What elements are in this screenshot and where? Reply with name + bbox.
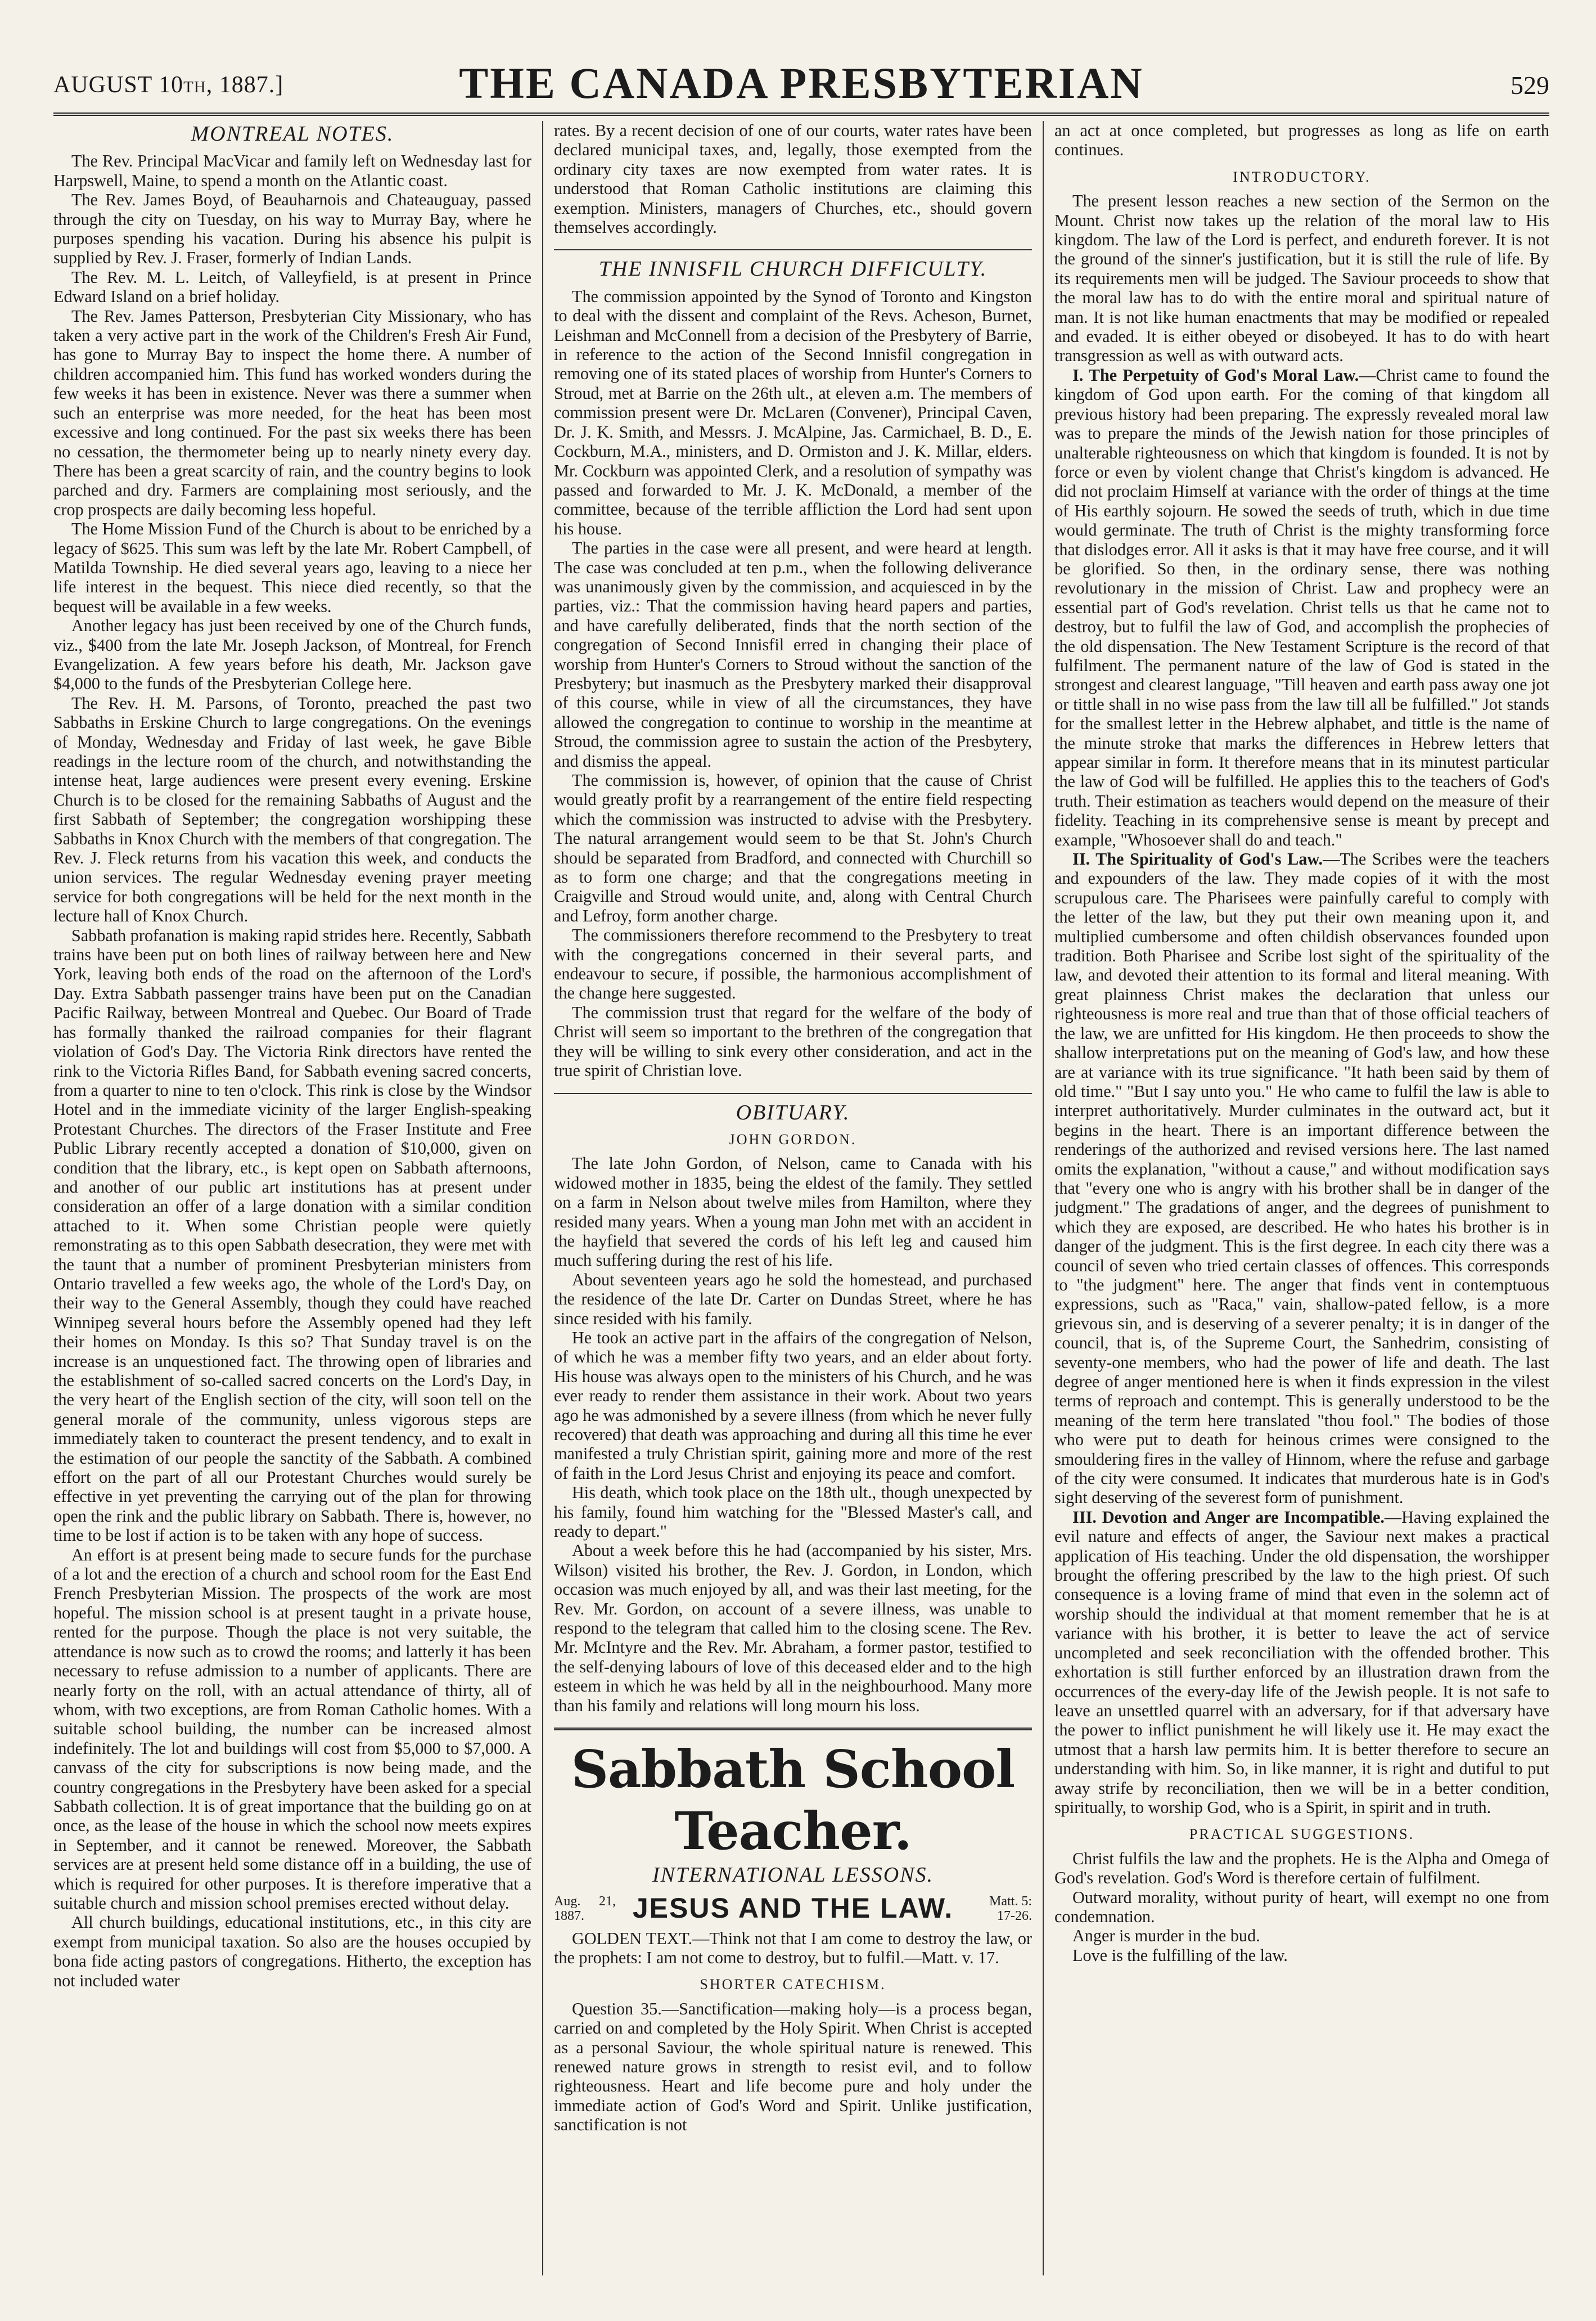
lesson-heading [554, 1894, 1032, 1923]
obituary-name: JOHN GORDON. [729, 1131, 857, 1148]
paragraph: Sabbath profanation is making rapid strides here. Recently, Sabbath trains have been put on both lines of railway between here and New York, leaving both ends of the road on the afternoon of the Lord's Day. Extra Sabbath passenger trains have been put on the Canadian Pacific Railway, between Montreal and Quebec. Our Board of Trade has formally thanked the railroad companies for their flagrant violation of God's Day. The Victoria Rink directors have rented the rink to the Victoria Rifles Band, for Sabbath evening sacred concerts, from a quarter to nine to ten o'clock. This rink is close by the Windsor Hotel and in the immediate vicinity of the larger English-speaking Protestant Churches. The directors of the Fraser Institute and Free Public Library recently accepted a donation of $10,000, given on condition that the library, etc., is kept open on Sabbath afternoons, and another of our public art institutions has at present under consideration an offer of a large donation with a similar condition attached to it. When some Christian people were quietly remonstrating as to this open Sabbath desecration, they were met with the taunt that a number of prominent Presbyterian ministers from Ontario travelled a few weeks ago, the whole of the Lord's Day, on their way to the General Assembly, though they could have reached Winnipeg several hours before the Assembly opened had they left their homes on Monday. Is this so? That Sunday travel is on the increase is an unquestioned fact. The throwing open of libraries and the establishment of so-called sacred concerts on the Lord's Day, in the very heart of the English section of the city, will soon tell on the general morale of the community, unless vigorous steps are immediately taken to counteract the present tendency, and to exalt in the estimation of our people the sanctity of the Sabbath. A combined effort on the part of all our Protestant Churches would surely be effective in yet preventing the carrying out of the plan for throwing open the rink and the public library on Sabbath. There is, however, no time to be lost if action is to be taken with any hope of success. [53, 925, 531, 1545]
paragraph-text: —Having explained the evil nature and effects of anger, the Saviour next makes a practical application of His teaching. Under the old dispensation, the worshipper brought the offering prescribed by the law to the high priest. Of such consequence is a loving frame of mind that even in the solemn act of worship should the individual at that moment remember that he is at variance with his brother, it is better to leave the act of service uncompleted and seek reconciliation with the offended brother. This exhortation is still further enforced by an illustration drawn from the occurrences of the every-day life of the Jewish people. It is not safe to leave an unsettled quarrel with an adversary, for if that adversary have the power to inflict punishment he will likely use it. He may exact the utmost that a harsh law permits him. It is better therefore to secure an understanding with him. So, in like manner, it is right and dutiful to put away strife by reconciliation, then we will be in a better condition, spiritually, to worship God, who is a Spirit, in spirit and in truth. [1054, 1507, 1549, 1817]
catechism-title: SHORTER CATECHISM. [700, 1976, 886, 1993]
paragraph: The commission appointed by the Synod of Toronto and Kingston to deal with the dissent and complaint of the Revs. Acheson, Burnet, Leishman and McConnell from a decision of the Presbytery of Barrie, in reference to the action of the Second Innisfil congregation in removing one of its stated places of worship from Hunter's Corners to Stroud, met at Barrie on the 26th ult., at eleven a.m. The members of commission present were Dr. McLaren (Convener), Principal Caven, Dr. J. K. Smith, and Messrs. J. McAlpine, Jas. Carmichael, B. D., E. Cockburn, M.A., ministers, and D. Ormiston and J. K. Millar, elders. Mr. Cockburn was appointed Clerk, and a resolution of sympathy was passed and forwarded to Mr. J. K. McDonald, a member of the committee, because of the terrible affliction the Lord had sent upon his house. [554, 286, 1032, 538]
paragraph [1054, 366, 1549, 849]
paragraph: Another legacy has just been received by one of the Church funds, viz., $400 from the late Mr. Joseph Jackson, of Montreal, for French Evangelization. A few years before his death, Mr. Jackson gave $4,000 to the funds of the Presbyterian College here. [53, 616, 531, 694]
section-title-obituary: OBITUARY. [736, 1100, 850, 1124]
paragraph: His death, which took place on the 18th ult., though unexpected by his family, found him watching for the "Blessed Master's call, and ready to depart." [554, 1483, 1032, 1541]
section-title-innisfil: THE INNISFIL CHURCH DIFFICULTY. [598, 257, 988, 281]
subheading: II. The Spirituality of God's Law. [1072, 849, 1323, 869]
masthead-title: THE CANADA PRESBYTERIAN [459, 59, 1144, 107]
column-rule [1043, 121, 1044, 2275]
paragraph: Anger is murder in the bud. [1072, 1926, 1260, 1946]
golden-text: GOLDEN TEXT.—Think not that I am come to destroy the law, or the prophets: I am not come to destroy, but to fulfil.—Matt. v. 17. [554, 1928, 1032, 1967]
subheading: III. Devotion and Anger are Incompatible. [1072, 1507, 1385, 1527]
page-header [53, 48, 1549, 116]
paragraph-text: —Christ came to found the kingdom of God upon earth. For the coming of that kingdom all previous history had been preparing. The expressly revealed moral law was to prepare the minds of the Jewish nation for those principles of unalterable righteousness on which that kingdom is founded. It is not by force or even by violent change that Christ's kingdom is advanced. He did not proclaim Himself at variance with the order of things at the time of His earthly sojourn. He sowed the seeds of truth, which in due time would germinate. The truth of Christ is the mighty transforming force that dislodges error. All it asks is that it may have free course, and it will be glorified. So then, in the ordinary sense, there was nothing revolutionary in the mission of Christ. Law and prophecy were an essential part of God's revelation. Christ tells us that he came not to destroy, but to fulfil the law of God, and accomplish the prophecies of the old dispensation. The New Testament Scripture is the record of that fulfilment. The permanent nature of the law of God is stated in the strongest and clearest language, "Till heaven and earth pass away one jot or tittle shall in no wise pass from the law till all be fulfilled." Jot stands for the smallest letter in the Hebrew alphabet, and tittle is the name of the minute stroke that marks the differences in Hebrew letters that appear similar in form. It therefore means that in its minutest particular the law of God will be fulfilled. He applies this to the teachers of God's truth. Their estimation as teachers would depend on the measure of their fidelity. Teaching in its comprehensive sense is meant by precept and example, "Whosoever shall do and teach." [1054, 365, 1549, 849]
column-rule [542, 121, 543, 2275]
introductory-title: INTRODUCTORY. [1233, 168, 1371, 185]
paragraph: rates. By a recent decision of one of our courts, water rates have been declared municipal taxes, and, legally, those exempted from the ordinary city taxes are now exempted from water rates. It is understood that Roman Catholic institutions are claiming this exemption. Ministers, managers of Churches, etc., should govern themselves accordingly. [554, 121, 1032, 237]
paragraph: Question 35.—Sanctification—making holy—is a process began, carried on and completed by the Holy Spirit. When Christ is accepted as a personal Saviour, the whole spiritual nature is renewed. This renewed nature grows in strength to resist evil, and to follow righteousness. Heart and life become pure and holy under the immediate action of God's Word and Spirit. Unlike justification, sanctification is not [554, 1999, 1032, 2135]
paragraph [1054, 849, 1549, 1508]
paragraph: He took an active part in the affairs of the congregation of Nelson, of which he was a member fifty two years, and an elder about forty. His house was always open to the ministers of his Church, and he was ever ready to render them assistance in their work. About two years ago he was admonished by a severe illness (from which he never fully recovered) that death was approaching and during all this time he ever manifested a truly Christian spirit, gaining more and more of the rest of faith in the Lord Jesus Christ and enjoying its peace and comfort. [554, 1328, 1032, 1483]
column-3 [1054, 121, 1549, 2275]
paragraph: Outward morality, without purity of heart, will exempt no one from condemnation. [1054, 1887, 1549, 1926]
department-title: Sabbath School Teacher. [571, 1739, 1015, 1862]
paragraph: The Home Mission Fund of the Church is about to be enriched by a legacy of $625. This sum was left by the late Mr. Robert Campbell, of Matilda Township. He died several years ago, leaving to a niece her life interest in the bequest. This niece died recently, so that the bequest will be available in a few weeks. [53, 519, 531, 616]
paragraph: The commissioners therefore recommend to the Presbytery to treat with the congregations concerned in their several parts, and endeavour to secure, if possible, the harmonious accomplishment of the change here suggested. [554, 925, 1032, 1003]
paragraph: The parties in the case were all present, and were heard at length. The case was concluded at ten p.m., when the following deliverance was unanimously given by the commission, and acquiesced in by the parties, viz.: That the commission having heard papers and parties, and have carefully deliberated, finds that the north section of the congregation of Second Innisfil erred in changing their place of worship from Hunter's Corners to Stroud without the sanction of the Presbytery; but inasmuch as the Presbytery marked their disapproval of this course, while in view of all the circumstances, they have allowed the congregation to continue to worship in the meantime at Stroud, the commission agree to sustain the action of the Presbytery, and dismiss the appeal. [554, 538, 1032, 771]
paragraph: The commission is, however, of opinion that the cause of Christ would greatly profit by a rearrangement of the entire field respecting which the commission was instructed to advise with the Presbytery. The natural arrangement would seem to be that St. John's Church should be separated from Bradford, and connected with Churchill so as to form one charge; and that the congregations meeting in Craigville and Stroud would unite, and, along with Central Church and Lefroy, form another charge. [554, 771, 1032, 925]
paragraph: All church buildings, educational institutions, etc., in this city are exempt from municipal taxation. So also are the houses occupied by bona fide acting pastors of congregations. Hitherto, the exception has not included water [53, 1913, 531, 1990]
issue-date: AUGUST 10th, 1887.] [53, 72, 284, 98]
paragraph: The Rev. James Patterson, Presbyterian City Missionary, who has taken a very active part in the work of the Children's Fresh Air Fund, has gone to Murray Bay to inspect the home there. A number of children accompanied him. This fund has worked wonders during the few weeks it has been in existence. Never was there a summer when such an enterprise was more needed, for the heat has been most excessive and long continued. For the past six weeks there has been no cessation, the thermometer being up to nearly ninety every day. There has been a great scarcity of rain, and the country begins to look parched and dry. Farmers are complaining most seriously, and the crop prospects are daily becoming less hopeful. [53, 306, 531, 519]
lesson-reference: Matt. 5: 17-26. [989, 1893, 1032, 1923]
section-title-international-lessons: INTERNATIONAL LESSONS. [652, 1863, 934, 1887]
lesson-date: Aug. 21, 1887. [554, 1893, 616, 1923]
paragraph: Christ fulfils the law and the prophets. He is the Alpha and Omega of God's revelation. God's Word is therefore certain of fulfilment. [1054, 1848, 1549, 1888]
column-2 [554, 121, 1032, 2275]
lesson-title: JESUS AND THE LAW. [632, 1892, 954, 1924]
paragraph-text: —The Scribes were the teachers and expounders of the law. They made copies of it with the most scrupulous care. The Pharisees were painfully careful to comply with the letter of the law, but they put their own meaning upon it, and multiplied cumbersome and often childish observances founded upon tradition. Both Pharisee and Scribe lost sight of the spirituality of the law, and devoted their attention to its formal and literal meaning. With great plainness Christ makes the declaration that unless our righteousness is more real and true than that of those official teachers of the law, we are unfitted for His kingdom. He then proceeds to show the shallow interpretations put on the meaning of God's law, and how these are at variance with its true significance. "It hath been said by them of old time." "But I say unto you." He who came to fulfil the law is able to interpret authoritatively. Murder culminates in the outward act, but it begins in the heart. There is an important difference between the renderings of the authorized and revised versions here. The last named omits the explanation, "without a cause," and without modification says that "every one who is angry with his brother shall be in danger of the judgment." The gradations of anger, and the degrees of punishment to which they are exposed, are described. He who hates his brother is in danger of the judgment. This is the first degree. In each city there was a council of seven who tried certain classes of offences. This corresponds to "the judgment" here. The anger that finds vent in contemptuous expressions, such as "Raca," vain, shallow-pated fellow, is a more grievous sin, and is deserving of a severer penalty; it is in danger of the council, that is, of the Supreme Court, the Sanhedrim, consisting of seventy-one members, who had the power of life and death. The last degree of anger mentioned here is when it finds expression in the vilest terms of reproach and contempt. This is generally understood to be the meaning of the term here translated "thou fool." The bodies of those who were put to death for heinous crimes were consigned to the smouldering fires in the valley of Hinnom, where the refuse and garbage of the city were consumed. It indicates that murderous hate is in God's sight deserving of the severest form of punishment. [1054, 849, 1549, 1508]
paragraph: An effort is at present being made to secure funds for the purchase of a lot and the erection of a church and school room for the East End French Presbyterian Mission. The prospects of the work are most hopeful. The mission school is at present taught in a private house, rented for the purpose. Though the place is not very suitable, the attendance is now such as to crowd the rooms; and latterly it has been necessary to refuse admission to a number of applicants. There are nearly forty on the roll, with an actual attendance of thirty, all of whom, with two exceptions, are from Roman Catholic homes. With a suitable school building, the number can be increased almost indefinitely. The lot and buildings will cost from $5,000 to $7,000. A canvass of the city for subscriptions is now being made, and the country congregations in the Presbytery have been asked for a special Sabbath collection. It is of great importance that the building go on at once, as the lease of the house in which the school now meets expires in September, and it cannot be renewed. Moreover, the Sabbath services are at present held some distance off in a building, the use of which is required for other purposes. It is therefore imperative that a suitable church and mission school premises erected without delay. [53, 1545, 531, 1913]
paragraph: About seventeen years ago he sold the homestead, and purchased the residence of the late Dr. Carter on Dundas Street, where he has since resided with his family. [554, 1270, 1032, 1328]
paragraph: About a week before this he had (accompanied by his sister, Mrs. Wilson) visited his brother, the Rev. J. Gordon, in London, which occasion was much enjoyed by all, and was their last meeting, for the Rev. Mr. Gordon, on account of a severe illness, was unable to respond to the telegram that called him to the closing scene. The Rev. Mr. McIntyre and the Rev. Mr. Abraham, a former pastor, testified to the self-denying labours of love of this deceased elder and to the high esteem in which he was held by all in the neighbourhood. Many more than his family and relations will long mourn his loss. [554, 1541, 1032, 1715]
paragraph: The Rev. H. M. Parsons, of Toronto, preached the past two Sabbaths in Erskine Church to large congregations. On the evenings of Monday, Wednesday and Friday of last week, he gave Bible readings in the lecture room of the church, and notwithstanding the intense heat, large audiences were present every evening. Erskine Church is to be closed for the remaining Sabbaths of August and the first Sabbath of September; the congregation worshipping these Sabbaths in Knox Church with the members of that congregation. The Rev. J. Fleck returns from his vacation this week, and conducts the union services. The regular Wednesday evening prayer meeting service for both congregations will be held for the next month in the lecture hall of Knox Church. [53, 693, 531, 926]
column-1 [53, 121, 531, 2275]
paragraph [1054, 1508, 1549, 1818]
paragraph: The Rev. James Boyd, of Beauharnois and Chateauguay, passed through the city on Tuesday, on his way to Murray Bay, where he purposes spending his vacation. During his absence his pulpit is supplied by Rev. J. Fraser, formerly of Indian Lands. [53, 190, 531, 268]
section-title-montreal-notes: MONTREAL NOTES. [191, 122, 394, 146]
divider [554, 1093, 1032, 1094]
page-number: 529 [1511, 71, 1549, 100]
subheading: I. The Perpetuity of God's Moral Law. [1072, 365, 1359, 385]
divider [554, 249, 1032, 250]
paragraph: The commission trust that regard for the welfare of the body of Christ will seem so important to the brethren of the congregation that they will be willing to sink every other consideration, and act in the true spirit of Christian love. [554, 1002, 1032, 1081]
practical-suggestions-title: PRACTICAL SUGGESTIONS. [1189, 1826, 1415, 1843]
paragraph: The Rev. Principal MacVicar and family left on Wednesday last for Harpswell, Maine, to spend a month on the Atlantic coast. [53, 151, 531, 190]
divider [554, 1728, 1032, 1730]
paragraph: The present lesson reaches a new section of the Sermon on the Mount. Christ now takes up the relation of the moral law to His kingdom. The law of the Lord is perfect, and endureth forever. It is not the ground of the sinner's justification, but it is still the rule of life. By its requirements men will be judged. The Saviour proceeds to show that the moral law has to do with the entire moral and spiritual nature of man. It is not like human enactments that may be modified or repealed and evaded. It is either obeyed or disobeyed. It has to do with heart transgression as well as with outward acts. [1054, 191, 1549, 366]
paragraph: The Rev. M. L. Leitch, of Valleyfield, is at present in Prince Edward Island on a brief holiday. [53, 267, 531, 307]
paragraph: an act at once completed, but progresses as long as life on earth continues. [1054, 121, 1549, 160]
paragraph: The late John Gordon, of Nelson, came to Canada with his widowed mother in 1835, being the eldest of the family. They settled on a farm in Nelson about twelve miles from Hamilton, where they resided many years. When a young man John met with an accident in the hayfield that severed the cords of his left leg and caused him much suffering during the rest of his life. [554, 1154, 1032, 1270]
paragraph: Love is the fulfilling of the law. [1072, 1945, 1288, 1965]
